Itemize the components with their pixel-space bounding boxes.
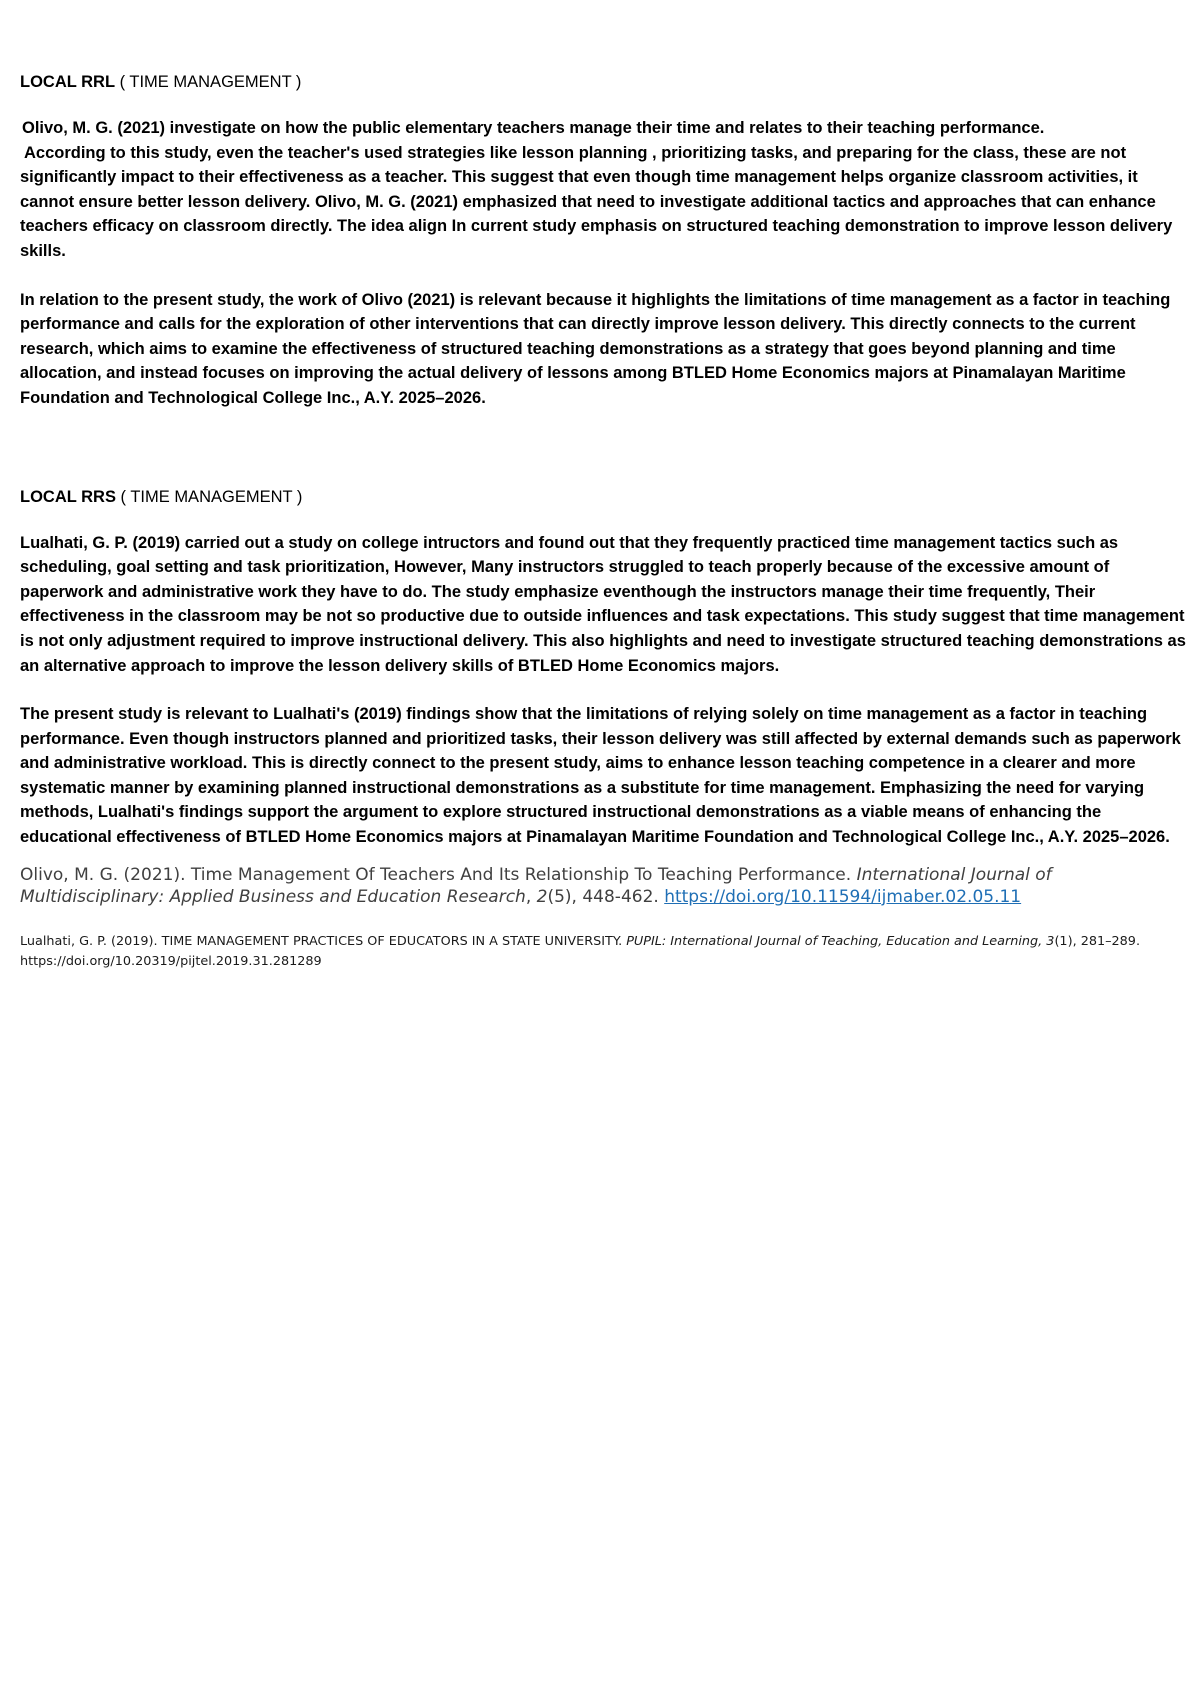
- reference-text: Olivo, M. G. (2021). Time Management Of Teachers And Its Relationship To Teaching Performance.: [20, 864, 857, 885]
- reference-pages: (5), 448-462.: [547, 886, 665, 907]
- section-heading-bold: LOCAL RRS: [20, 487, 116, 506]
- reference-journal: International Journal of Multidisciplinary: Applied Business and Education Research: [20, 864, 1052, 907]
- reference-journal: PUPIL: International Journal of Teaching, Education and Learning, 3: [626, 933, 1055, 949]
- reference-text: Lualhati, G. P. (2019). TIME MANAGEMENT PRACTICES OF EDUCATORS IN A STATE UNIVERSITY.: [20, 933, 627, 949]
- section-heading-local-rrl: [20, 70, 1190, 94]
- reference-olivo: [20, 864, 1190, 908]
- section-heading-local-rrs: [20, 485, 1190, 509]
- section-heading-rest: ( TIME MANAGEMENT ): [115, 487, 303, 506]
- reference-pages: (1), 281–289. https://doi.org/10.20319/pijtel.2019.31.281289: [20, 933, 1141, 969]
- paragraph-body: According to this study, even the teacher's used strategies like lesson planning , prioritizing tasks, and preparing for the class, these are not significantly impact to their effectiveness as a teacher. This suggest that even though time management helps organize classroom activities, it cannot ensure better lesson delivery. Olivo, M. G. (2021) emphasized that need to investigate additional tactics and approaches that can enhance teachers efficacy on classroom directly. The idea align In current study emphasis on structured teaching demonstration to improve lesson delivery skills.: [20, 143, 1173, 260]
- paragraph-lualhati-relevance: The present study is relevant to Lualhati's (2019) findings show that the limitations of relying solely on time management as a factor in teaching performance. Even though instructors planned and prioritized tasks, their lesson delivery was still affected by external demands such as paperwork and administrative workload. This is directly connect to the present study, aims to enhance lesson teaching competence in a clearer and more systematic manner by examining planned instructional demonstrations as a substitute for time management. Emphasizing the need for varying methods, Lualhati's findings support the argument to explore structured instructional demonstrations as a viable means of enhancing the educational effectiveness of BTLED Home Economics majors at Pinamalayan Maritime Foundation and Technological College Inc., A.Y. 2025–2026.: [20, 705, 1181, 847]
- reference-volume: 2: [536, 886, 548, 907]
- paragraph-olivo-relevance: In relation to the present study, the work of Olivo (2021) is relevant because it highlights the limitations of time management as a factor in teaching performance and calls for the exploration of other interventions that can directly improve lesson delivery. This directly connects to the current research, which aims to examine the effectiveness of structured teaching demonstrations as a strategy that goes beyond planning and time allocation, and instead focuses on improving the actual delivery of lessons among BTLED Home Economics majors at Pinamalayan Maritime Foundation and Technological College Inc., A.Y. 2025–2026.: [20, 290, 1171, 407]
- paragraph-olivo-summary: [20, 116, 1190, 264]
- reference-separator: ,: [525, 886, 537, 907]
- section-heading-bold: LOCAL RRL: [20, 73, 116, 91]
- paragraph-lualhati-summary: Lualhati, G. P. (2019) carried out a study on college intructors and found out that they frequently practiced time management tactics such as scheduling, goal setting and task prioritization, However, Many instructors struggled to teach properly because of the excessive amount of paperwork and administrative work they have to do. The study emphasize eventhough the instructors manage their time frequently, Their effectiveness in the classroom may be not so productive due to outside influences and task expectations. This study suggest that time management is not only adjustment required to improve instructional delivery. This also highlights and need to investigate structured teaching demonstrations as an alternative approach to improve the lesson delivery skills of BTLED Home Economics majors.: [20, 533, 1186, 675]
- section-heading-rest: ( TIME MANAGEMENT ): [115, 73, 302, 91]
- paragraph-line: Olivo, M. G. (2021) investigate on how the public elementary teachers manage their time and relates to their teaching performance.: [22, 119, 1045, 137]
- reference-lualhati: [20, 932, 1190, 972]
- doi-link[interactable]: https://doi.org/10.11594/ijmaber.02.05.11: [664, 886, 1022, 907]
- document-page: [20, 70, 1190, 972]
